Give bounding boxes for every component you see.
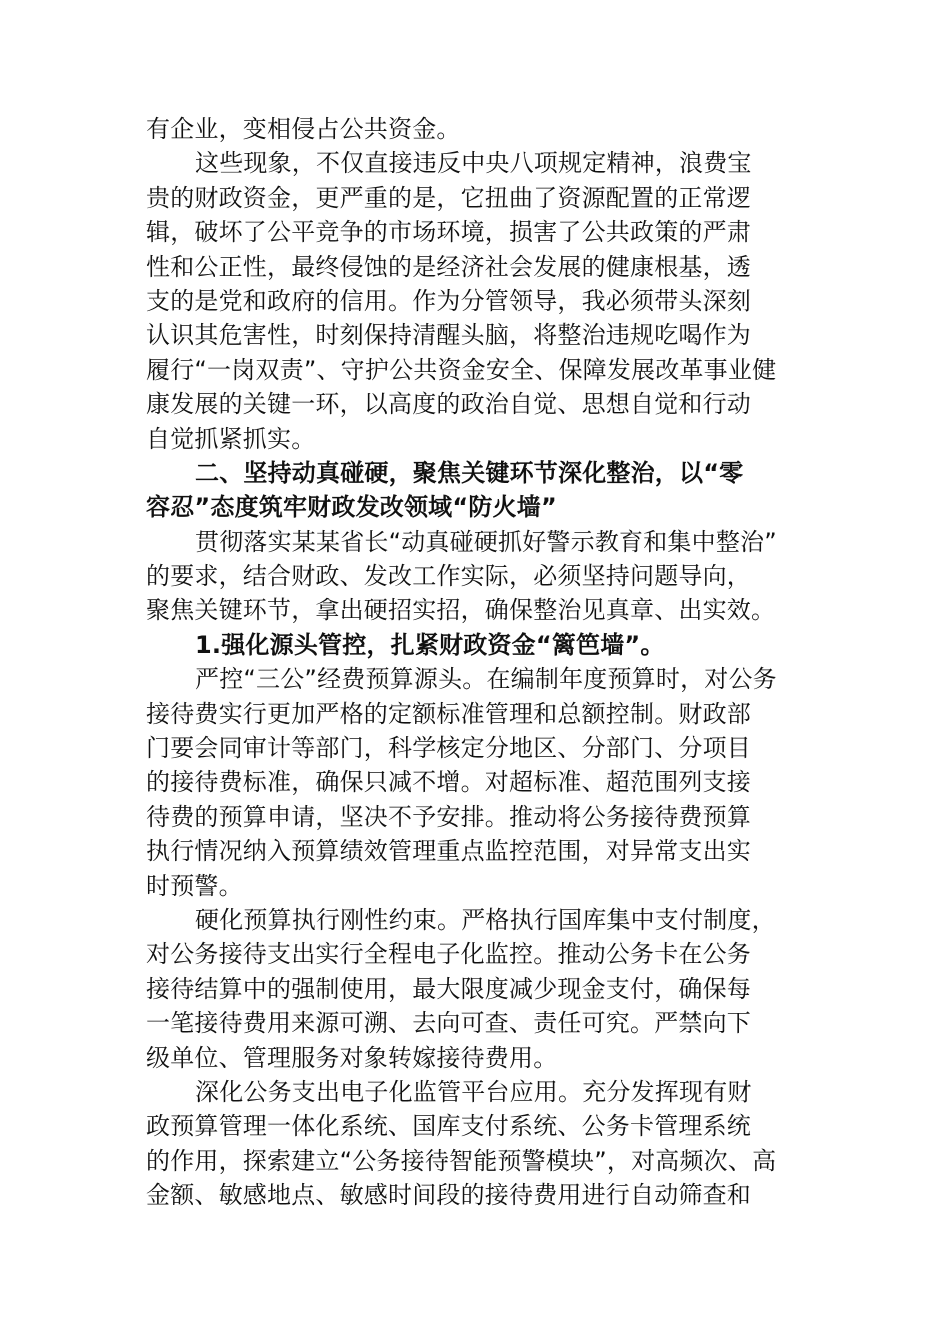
text-line: 政预算管理一体化系统、国库支付系统、公务卡管理系统	[146, 1112, 751, 1141]
text-line: 接待结算中的强制使用，最大限度减少现金支付，确保每	[146, 974, 751, 1003]
text-line: 时预警。	[146, 871, 243, 900]
text-line: 有企业，变相侵占公共资金。	[146, 115, 461, 143]
text-line: 的作用，探索建立“公务接待智能预警模块”，对高频次、高	[146, 1146, 777, 1175]
text-line: 认识其危害性，时刻保持清醒头脑，将整治违规吃喝作为	[146, 321, 751, 350]
paragraph-first-line: 这些现象，不仅直接违反中央八项规定精神，浪费宝	[195, 149, 752, 178]
paragraph-first-line: 深化公务支出电子化监管平台应用。充分发挥现有财	[195, 1077, 752, 1106]
text-line: 的接待费标准，确保只减不增。对超标准、超范围列支接	[146, 768, 751, 797]
text-line: 履行“一岗双责”、守护公共资金安全、保障发展改革事业健	[146, 355, 777, 384]
text-line: 级单位、管理服务对象转嫁接待费用。	[146, 1043, 558, 1072]
document-body	[146, 112, 808, 1213]
text-line: 自觉抓紧抓实。	[146, 424, 316, 453]
text-line: 对公务接待支出实行全程电子化监控。推动公务卡在公务	[146, 940, 751, 969]
text-line: 辑，破坏了公平竞争的市场环境，损害了公共政策的严肃	[146, 218, 751, 247]
subsection-heading: 1.强化源头管控，扎紧财政资金“篱笆墙”。	[195, 630, 665, 659]
text-line: 聚焦关键环节，拿出硬招实招，确保整治见真章、出实效。	[146, 596, 776, 625]
text-line: 支的是党和政府的信用。作为分管领导，我必须带头深刻	[146, 286, 751, 315]
paragraph-first-line: 硬化预算执行刚性约束。严格执行国库集中支付制度，	[195, 905, 776, 934]
text-line: 执行情况纳入预算绩效管理重点监控范围，对异常支出实	[146, 837, 751, 866]
text-line: 门要会同审计等部门，科学核定分地区、分部门、分项目	[146, 734, 751, 763]
paragraph-first-line: 严控“三公”经费预算源头。在编制年度预算时，对公务	[195, 665, 777, 694]
section-heading: 二、坚持动真碰硬，聚焦关键环节深化整治，以“零	[195, 458, 744, 487]
section-heading-continued: 容忍”态度筑牢财政发改领域“防火墙”	[146, 493, 557, 522]
text-line: 金额、敏感地点、敏感时间段的接待费用进行自动筛查和	[146, 1181, 751, 1210]
text-line: 一笔接待费用来源可溯、去向可查、责任可究。严禁向下	[146, 1009, 751, 1038]
text-line: 的要求，结合财政、发改工作实际，必须坚持问题导向，	[146, 562, 751, 591]
text-line: 接待费实行更加严格的定额标准管理和总额控制。财政部	[146, 699, 751, 728]
paragraph-first-line: 贯彻落实某某省长“动真碰硬抓好警示教育和集中整治”	[195, 527, 777, 556]
text-line: 贵的财政资金，更严重的是，它扭曲了资源配置的正常逻	[146, 183, 751, 212]
text-line: 待费的预算申请，坚决不予安排。推动将公务接待费预算	[146, 802, 751, 831]
text-line: 性和公正性，最终侵蚀的是经济社会发展的健康根基，透	[146, 252, 751, 281]
text-line: 康发展的关键一环，以高度的政治自觉、思想自觉和行动	[146, 390, 751, 419]
